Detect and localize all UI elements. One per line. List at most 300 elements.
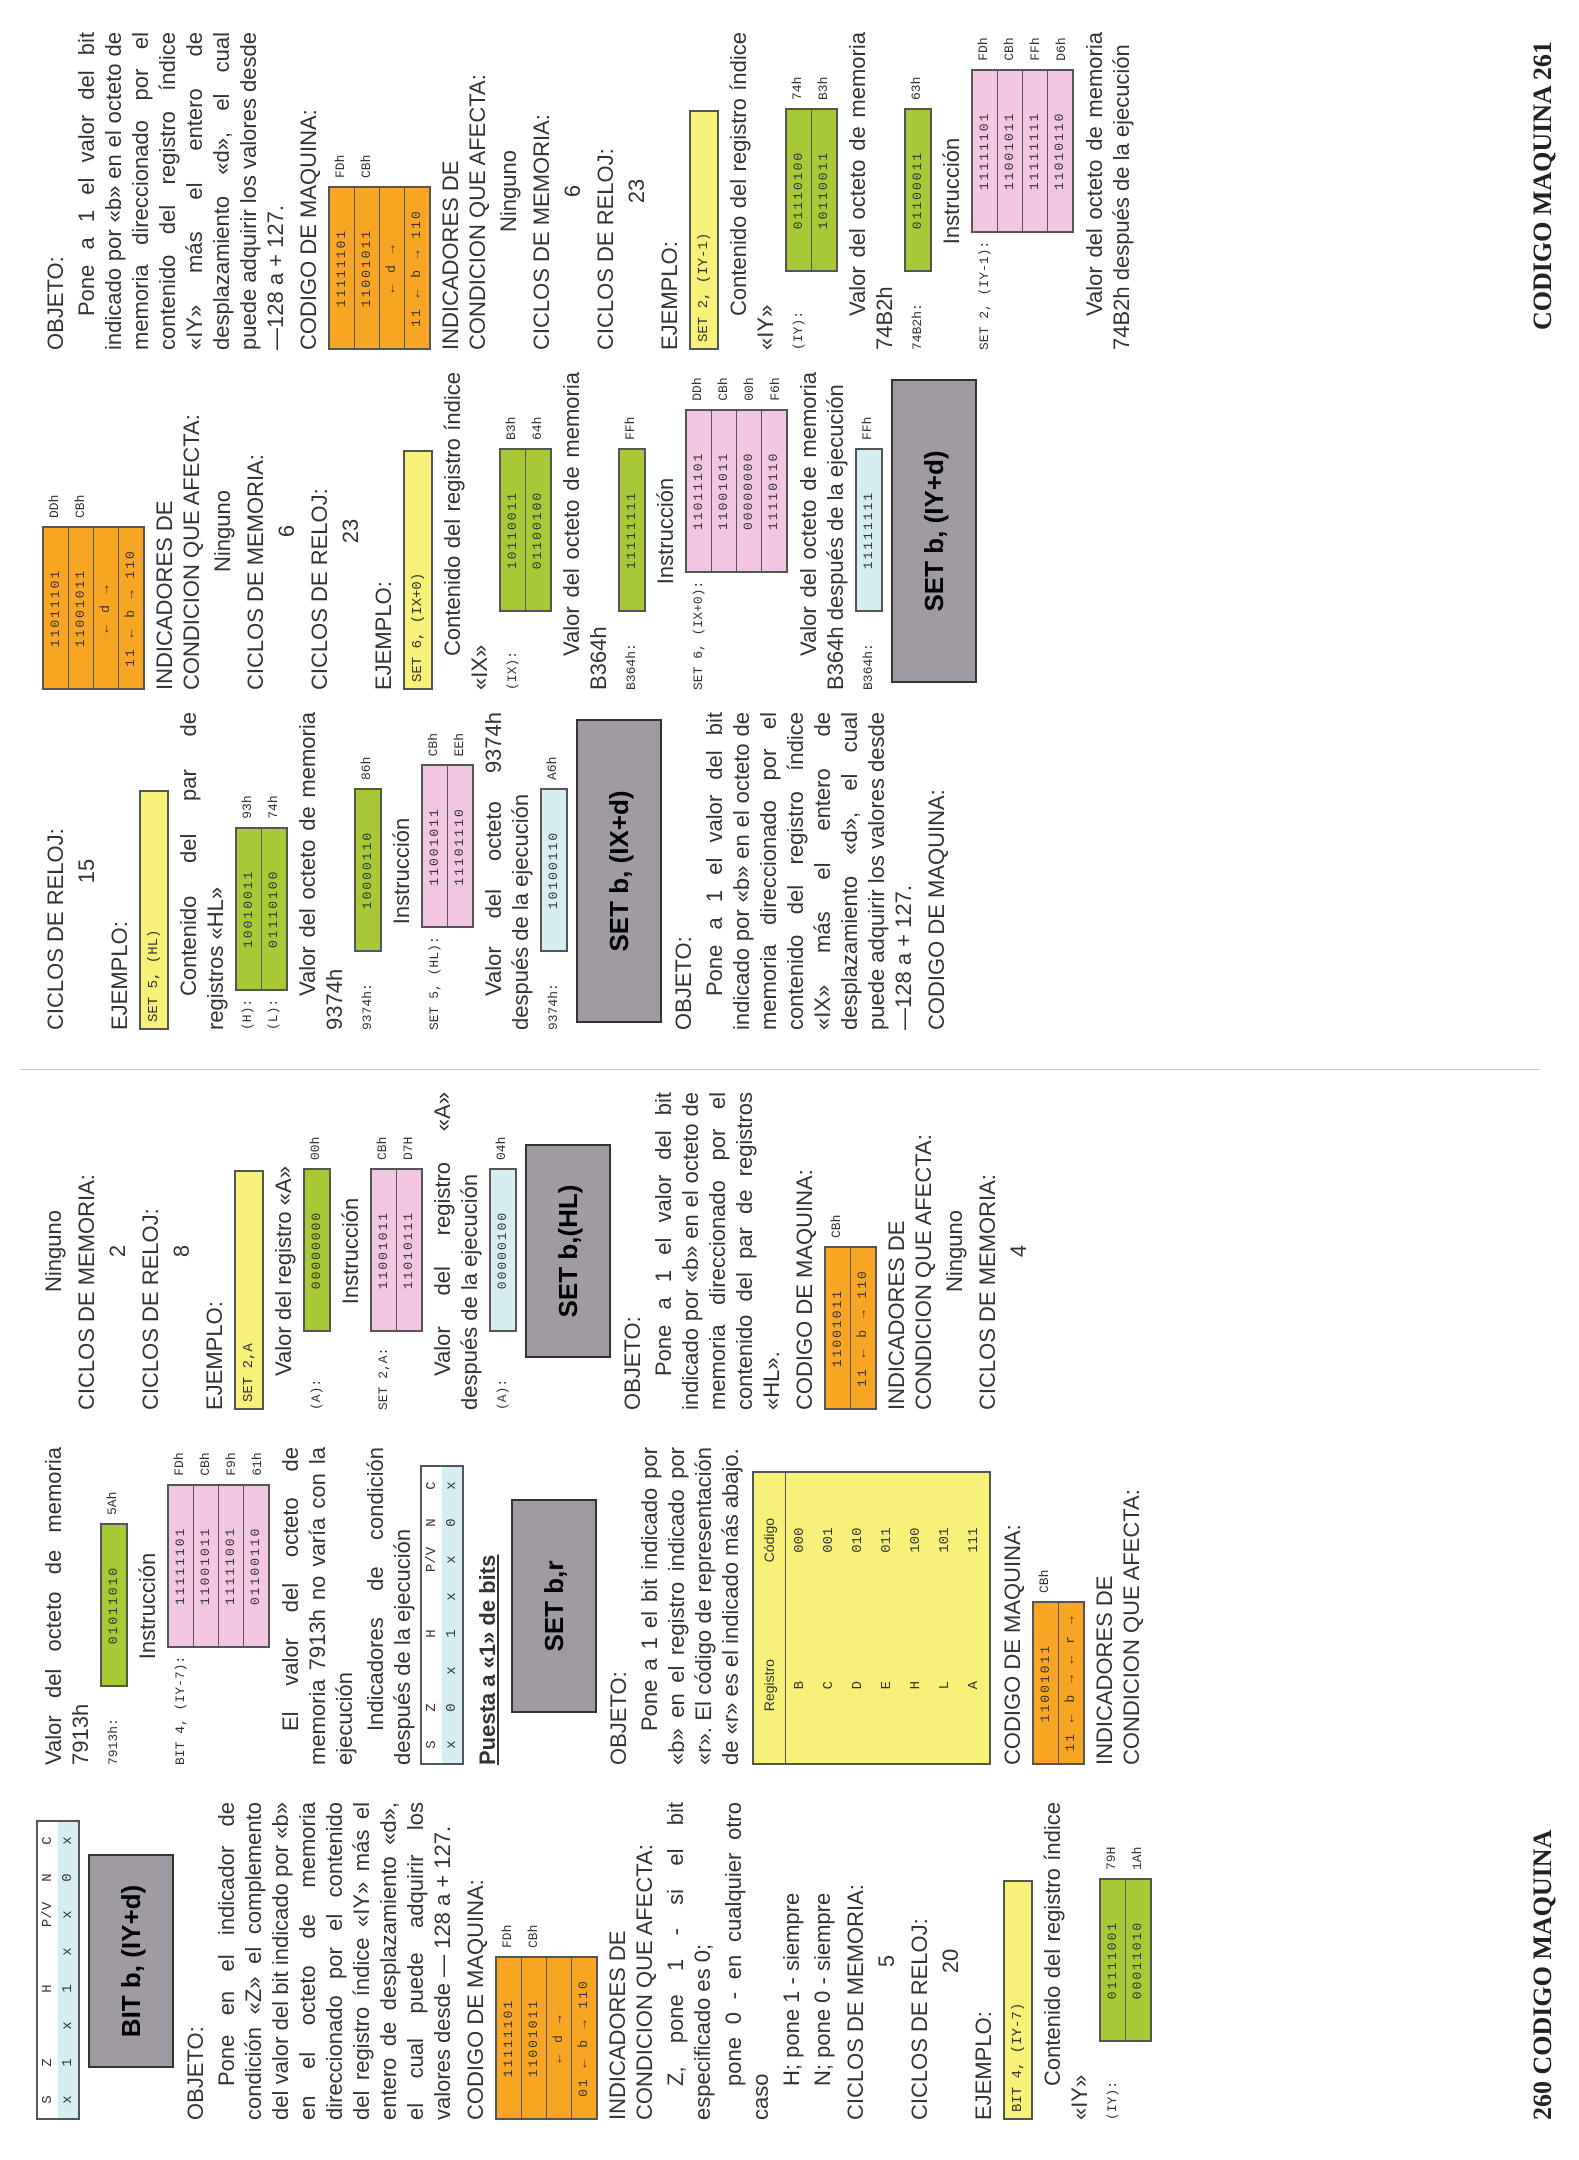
ciclos-memoria-label: CICLOS DE MEMORIA:	[243, 454, 268, 690]
table-row	[960, 1473, 989, 1763]
memory-block	[855, 372, 883, 690]
ciclos-memoria-value: 5	[874, 1954, 899, 1968]
valor-text: Valor del octeto de memoria 9374h	[295, 712, 347, 1030]
hex-value: FFh	[1028, 37, 1043, 61]
hex-values	[100, 1492, 126, 1515]
hex-values	[540, 757, 566, 780]
code-row: 11111101	[497, 1958, 522, 2118]
objeto-label: OBJETO:	[606, 1671, 631, 1765]
machine-code-box	[824, 1246, 877, 1410]
ciclos-memoria-label: CICLOS DE MEMORIA:	[529, 114, 554, 350]
flag-value: 0	[60, 1873, 76, 1882]
code-row: 11 ← b → ← r →	[1063, 1614, 1078, 1752]
register-block	[1099, 1802, 1152, 2120]
column-2	[36, 1447, 1145, 1765]
code-row: 01011010	[106, 1565, 121, 1645]
ciclos-memoria-label: CICLOS DE MEMORIA:	[74, 1174, 99, 1410]
hex-values	[1099, 1847, 1151, 1870]
code-row: 01100100	[530, 490, 545, 570]
hex-value: F6h	[768, 377, 783, 401]
hex-value: CBh	[198, 1452, 213, 1476]
code-row: 11001011	[1034, 1603, 1059, 1763]
valor-text: Valor del octeto de memoria B364h	[559, 372, 611, 690]
code-row: 11101110	[452, 807, 467, 886]
ciclos-memoria-value: 2	[105, 1244, 130, 1258]
table-cell: B	[792, 1680, 808, 1690]
table-cell: A	[966, 1680, 982, 1690]
code-row: 01100011	[910, 150, 925, 230]
indicadores-label: INDICADORES DE CONDICION QUE AFECTA:	[438, 74, 490, 350]
hex-value: CBh	[829, 1214, 844, 1238]
ciclos-reloj-label: CICLOS DE RELOJ:	[593, 148, 618, 350]
valor-despues-text: Valor del octeto de memoria 74B2h después de la ejecución	[1082, 32, 1134, 350]
ninguno-text: Ninguno	[41, 1210, 66, 1292]
code-row: 11111111	[861, 490, 876, 570]
flag-header	[422, 1652, 442, 1689]
table-row	[931, 1473, 960, 1763]
ninguno-text: Ninguno	[496, 150, 521, 232]
hex-value: B3h	[816, 76, 831, 100]
section-heading: Puesta a «1» de bits	[475, 1554, 500, 1765]
flag-header: N	[422, 1504, 442, 1541]
flag-header	[38, 2007, 58, 2044]
memory-box	[354, 788, 382, 952]
machine-code-box	[1032, 1601, 1085, 1765]
table-cell: 111	[966, 1527, 982, 1553]
memory-box	[855, 448, 883, 612]
code-row: 11001011	[69, 528, 94, 688]
flag-header: S	[422, 1726, 442, 1763]
table-row	[844, 1473, 873, 1763]
flag-header: S	[38, 2081, 58, 2118]
hex-values	[235, 795, 287, 818]
hex-value: 5Ah	[105, 1491, 120, 1515]
code-row: 11111111	[1023, 71, 1048, 231]
machine-code-box	[495, 1956, 598, 2120]
hex-values	[618, 417, 644, 440]
flag-value: 1	[60, 1984, 76, 1993]
code-row: 11001011	[372, 1170, 397, 1330]
register-box	[499, 448, 552, 612]
table-row	[815, 1473, 844, 1763]
code-row: 11010110	[1052, 111, 1067, 190]
register-block	[499, 372, 552, 690]
flag-value: 0	[444, 1703, 460, 1712]
hex-value: FDh	[172, 1452, 187, 1476]
instruction-title: SET b, (IY+d)	[891, 379, 977, 683]
register-name: SET 6, (IX+0):	[691, 580, 706, 690]
table-header: Registro	[754, 1607, 786, 1763]
code-row: ← d →	[547, 1958, 572, 2118]
hex-value: CBh	[359, 154, 374, 178]
hex-value: 61h	[250, 1452, 265, 1476]
ejemplo-label: EJEMPLO:	[107, 921, 132, 1030]
code-row: 01 ← b → 110	[576, 1979, 591, 2097]
objeto-text: Pone a 1 el valor del bit indicado por «b» en el octeto de memoria direccionado por el contenido del registro índice «IX» más el entero de desplazamiento «d», el cual puede adquirir los valores desde —128 a + 127.	[702, 712, 916, 1030]
register-code-table	[752, 1471, 991, 1765]
flag-value: x	[444, 1481, 460, 1490]
ejemplo-label: EJEMPLO:	[971, 2011, 996, 2120]
table-cell: H	[908, 1680, 924, 1690]
flag-header	[422, 1578, 442, 1615]
machine-code-block	[495, 1802, 598, 2120]
code-row: 11 ← b → 110	[855, 1269, 870, 1387]
flag-value: x	[444, 1666, 460, 1675]
instruction-title: SET b, (IX+d)	[576, 719, 662, 1023]
hex-values	[499, 417, 551, 440]
code-row: 11111001	[219, 1486, 244, 1646]
hex-values	[824, 1215, 850, 1238]
page-gutter	[20, 1069, 1540, 1070]
indicadores-label: INDICADORES DE CONDICION QUE AFECTA:	[605, 1844, 657, 2120]
hex-values	[167, 1452, 271, 1475]
code-row: 00000000	[737, 411, 762, 571]
ninguno-text: Ninguno	[942, 1210, 967, 1292]
example-box: SET 6, (IX+0)	[403, 450, 433, 690]
register-name: BIT 4, (IY-7):	[173, 1655, 188, 1765]
valor-text: Valor del octeto de memoria 7913h	[41, 1447, 93, 1765]
hex-value: CBh	[375, 1136, 390, 1160]
instruction-block	[421, 712, 474, 1030]
hex-values	[370, 1137, 422, 1160]
flag-value: 0	[444, 1518, 460, 1527]
flag-header: N	[38, 1859, 58, 1896]
register-name: 9374h:	[360, 983, 375, 1030]
contenido-text: Contenido del par de registros «HL»	[176, 712, 228, 1030]
hex-values	[785, 77, 837, 100]
indicadores-line: H; pone 1 - siempre	[779, 1892, 804, 2086]
hex-value: 64h	[530, 416, 545, 440]
code-row: 11001011	[522, 1958, 547, 2118]
hex-value: 00h	[742, 377, 757, 401]
flag-header: P/V	[422, 1541, 442, 1578]
hex-value: B3h	[504, 416, 519, 440]
register-name: 7913h:	[106, 1718, 121, 1765]
table-cell: 000	[792, 1527, 808, 1553]
column-4	[36, 712, 950, 1030]
valor-despues-text: Valor del octeto 9374h después de la ejecución	[481, 712, 533, 1030]
register-name: (H):	[240, 998, 255, 1030]
code-row: 11011101	[44, 528, 69, 688]
code-row: ← d →	[380, 188, 405, 348]
hex-value: CBh	[526, 1924, 541, 1948]
register-box	[489, 1168, 517, 1332]
register-name: B364h:	[624, 643, 639, 690]
register-name: (A):	[309, 1378, 324, 1410]
flags-table-after	[420, 1465, 464, 1765]
flag-header: Z	[422, 1689, 442, 1726]
hex-value: D7H	[401, 1136, 416, 1160]
hex-value: 86h	[359, 756, 374, 780]
machine-code-block	[42, 372, 145, 690]
indicadores-label: INDICADORES DE CONDICION QUE AFECTA:	[884, 1134, 936, 1410]
ciclos-memoria-label: CICLOS DE MEMORIA:	[843, 1884, 868, 2120]
ciclos-reloj-value: 23	[338, 518, 363, 544]
flag-value: x	[60, 2095, 76, 2104]
hex-value: 1Ah	[1130, 1846, 1145, 1870]
flag-value: x	[60, 1836, 76, 1845]
code-row: 11001011	[998, 71, 1023, 231]
code-row: 01111001	[1101, 1880, 1126, 2040]
valor-registro-text: Valor del registro «A»	[271, 1166, 296, 1376]
memory-block	[354, 712, 382, 1030]
code-row: 01100110	[248, 1526, 263, 1605]
memory-block	[100, 1447, 128, 1765]
indicadores-line: pone 0 - en cualquier otro caso	[721, 1802, 773, 2120]
code-row: 11111101	[330, 188, 355, 348]
memory-block	[904, 32, 932, 350]
memory-box	[540, 788, 568, 952]
objeto-label: OBJETO:	[183, 2026, 208, 2120]
register-box	[785, 108, 838, 272]
flag-header: C	[38, 1822, 58, 1859]
hex-value: DDh	[47, 494, 62, 518]
example-box: BIT 4, (IY-7)	[1003, 1880, 1033, 2120]
objeto-text: Pone en el indicador de condición «Z» el complemento del valor del bit indicado por «b» en el octeto de memoria direccionado por el contenido del registro índice «IY» más el entero de desplazamiento «d», el cual puede adquirir los valores desde — 128 a + 127.	[214, 1802, 455, 2120]
hex-value: FFh	[860, 416, 875, 440]
code-row: 10110011	[501, 450, 526, 610]
indicadores-despues-text: Indicadores de condición después de la ejecución	[363, 1447, 415, 1765]
code-row: 11111111	[624, 490, 639, 570]
memory-block	[540, 712, 568, 1030]
table-row	[873, 1473, 902, 1763]
contenido-text: Contenido del registro índice «IY»	[1040, 1802, 1092, 2120]
instruccion-label: Instrucción	[653, 477, 678, 585]
table-cell: 010	[850, 1527, 866, 1553]
hex-value: CBh	[73, 494, 88, 518]
register-name: (IY):	[1105, 2080, 1120, 2120]
column-3	[36, 1092, 1036, 1410]
hex-value: EEh	[452, 732, 467, 757]
indicadores-label: INDICADORES DE CONDICION QUE AFECTA:	[152, 414, 204, 690]
column-5	[36, 372, 985, 690]
register-name: SET 2,A:	[376, 1347, 391, 1410]
hex-value: FDh	[976, 37, 991, 61]
register-block	[303, 1092, 331, 1410]
codigo-label: CODIGO DE MAQUINA:	[792, 1169, 817, 1410]
flag-header: H	[422, 1615, 442, 1652]
machine-code-box	[42, 526, 145, 690]
register-box	[235, 827, 288, 991]
codigo-label: CODIGO DE MAQUINA:	[296, 109, 321, 350]
hex-value: 93h	[240, 795, 255, 819]
register-name: (IY):	[791, 310, 806, 350]
valor-despues-text: Valor del registro «A» después de la ejecución	[430, 1092, 482, 1410]
flags-table-before	[36, 1820, 80, 2120]
code-row: 11010111	[401, 1210, 416, 1290]
instruction-box	[971, 69, 1074, 233]
code-row: 11 ← b → 110	[409, 209, 424, 327]
code-row: ← d →	[94, 528, 119, 688]
hex-value: CBh	[1037, 1569, 1052, 1593]
flag-value: x	[444, 1555, 460, 1564]
table-row	[902, 1473, 931, 1763]
hex-value: 63h	[909, 76, 924, 100]
codigo-label: CODIGO DE MAQUINA:	[463, 1879, 488, 2120]
valor-despues-text: Valor del octeto de memoria B364h después de la ejecución	[796, 372, 848, 690]
hex-values	[685, 377, 789, 400]
machine-code-block	[1032, 1447, 1085, 1765]
instruction-title: SET b,r	[511, 1499, 597, 1713]
hex-value: 04h	[494, 1136, 509, 1160]
ciclos-reloj-value: 8	[169, 1244, 194, 1258]
code-row: 11 ← b → 110	[123, 549, 138, 667]
hex-values	[904, 77, 930, 100]
page-footer-left: 260 CODIGO MAQUINA	[1528, 1829, 1557, 2120]
contenido-text: Contenido del registro índice «IX»	[440, 372, 492, 690]
code-row: 11001011	[355, 188, 380, 348]
ciclos-memoria-value: 6	[560, 184, 585, 198]
register-name: SET 2, (IY-1):	[977, 240, 992, 350]
memory-box	[904, 108, 932, 272]
ciclos-reloj-value: 15	[74, 858, 99, 884]
ciclos-reloj-label: CICLOS DE RELOJ:	[907, 1918, 932, 2120]
hex-value: 00h	[308, 1136, 323, 1160]
instruction-title: SET b,(HL)	[525, 1144, 611, 1358]
instruction-box	[421, 764, 474, 928]
instruccion-label: Instrucción	[135, 1552, 160, 1660]
objeto-text: Pone a 1 el valor del bit indicado por «b» en el octeto de memoria direccionado por el contenido del par de registros «HL».	[651, 1092, 784, 1410]
ciclos-memoria-value: 6	[274, 524, 299, 538]
code-row: 00011010	[1130, 1920, 1145, 2000]
flag-value: x	[60, 1910, 76, 1919]
table-cell: D	[850, 1680, 866, 1690]
flag-header: H	[38, 1970, 58, 2007]
indicadores-label: INDICADORES DE CONDICION QUE AFECTA:	[1092, 1489, 1144, 1765]
instruction-block	[370, 1092, 423, 1410]
register-name: SET 5, (HL):	[427, 936, 442, 1030]
ejemplo-label: EJEMPLO:	[657, 241, 682, 350]
memory-box	[100, 1523, 128, 1687]
hex-values	[42, 495, 94, 518]
register-name: B364h:	[861, 643, 876, 690]
instruction-block	[971, 32, 1075, 350]
hex-values	[495, 1925, 547, 1948]
hex-value: DDh	[690, 377, 705, 401]
instruccion-label: Instrucción	[338, 1197, 363, 1305]
hex-values	[1032, 1570, 1058, 1593]
hex-value: FDh	[500, 1924, 515, 1948]
objeto-text: Pone a 1 el bit indicado por «b» en el registro indicado por «r». El código de representación de «r» es el indicado más abajo.	[637, 1447, 743, 1765]
example-box: SET 2,A	[234, 1170, 264, 1410]
column-6	[36, 32, 1139, 350]
register-block	[785, 32, 838, 350]
instruction-box	[685, 409, 788, 573]
table-cell: 011	[879, 1527, 895, 1553]
hex-value: CBh	[426, 732, 441, 757]
ciclos-reloj-label: CICLOS DE RELOJ:	[307, 488, 332, 690]
ejemplo-label: EJEMPLO:	[202, 1301, 227, 1410]
code-row: 01110100	[787, 110, 812, 270]
register-block	[489, 1092, 517, 1410]
ciclos-memoria-value: 4	[1006, 1244, 1031, 1258]
indicadores-line: Z, pone 1 - si el bit especificado es 0;	[663, 1802, 715, 2120]
instruction-title: BIT b, (IY+d)	[88, 1854, 174, 2068]
flag-value: x	[444, 1592, 460, 1601]
flag-value: 1	[444, 1629, 460, 1638]
table-header: Código	[754, 1473, 786, 1607]
hex-values	[489, 1137, 515, 1160]
hex-value: D6h	[1054, 37, 1069, 61]
code-row: 11111101	[169, 1486, 194, 1646]
codigo-label: CODIGO DE MAQUINA:	[1000, 1524, 1025, 1765]
code-row: 11011101	[687, 411, 712, 571]
machine-code-box	[328, 186, 431, 350]
register-name: (IX):	[505, 650, 520, 690]
ciclos-memoria-label: CICLOS DE MEMORIA:	[975, 1174, 1000, 1410]
instruccion-label: Instrucción	[939, 137, 964, 245]
machine-code-block	[328, 32, 431, 350]
code-row: 00000000	[309, 1210, 324, 1290]
flag-value: x	[444, 1740, 460, 1749]
hex-value: 79H	[1104, 1846, 1119, 1870]
hex-values	[855, 417, 881, 440]
code-row: 01110100	[266, 869, 281, 948]
code-row: 11110110	[766, 451, 781, 530]
memory-block	[618, 372, 646, 690]
table-cell: L	[937, 1680, 953, 1690]
indicadores-line: N; pone 0 - siempre	[810, 1892, 835, 2086]
column-1	[36, 1802, 1158, 2120]
page-footer-right: CODIGO MAQUINA 261	[1528, 41, 1557, 330]
ciclos-reloj-label: CICLOS DE RELOJ:	[138, 1208, 163, 1410]
register-block	[235, 712, 288, 1030]
contenido-text: Contenido del registro índice «IY»	[726, 32, 778, 350]
flag-header	[38, 1933, 58, 1970]
flag-header: Z	[38, 2044, 58, 2081]
code-row: 10000110	[360, 830, 375, 910]
valor-text: Valor del octeto de memoria 74B2h	[845, 32, 897, 350]
machine-code-block	[824, 1092, 877, 1410]
flag-value: 1	[60, 2058, 76, 2067]
code-row: 11001011	[423, 766, 448, 926]
table-cell: 100	[908, 1527, 924, 1553]
table-cell: C	[821, 1680, 837, 1690]
ciclos-reloj-value: 20	[938, 1948, 963, 1974]
instruction-box	[370, 1168, 423, 1332]
flag-header: P/V	[38, 1896, 58, 1933]
code-row: 11001011	[712, 411, 737, 571]
hex-value: FDh	[333, 154, 348, 178]
ciclos-reloj-label: CICLOS DE RELOJ:	[43, 828, 68, 1030]
hex-value: F9h	[224, 1452, 239, 1476]
objeto-label: OBJETO:	[620, 1316, 645, 1410]
flag-value: x	[60, 1947, 76, 1956]
code-row: 00000100	[495, 1210, 510, 1290]
register-name: (A):	[495, 1378, 510, 1410]
register-names	[235, 999, 287, 1030]
ninguno-text: Ninguno	[210, 490, 235, 572]
example-box: SET 2, (IY-1)	[689, 110, 719, 350]
instruction-block	[685, 372, 789, 690]
instruction-box	[167, 1484, 270, 1648]
hex-values	[421, 733, 473, 756]
instruction-block	[167, 1447, 271, 1765]
code-row: 10110011	[816, 150, 831, 230]
code-row: 11001011	[194, 1486, 219, 1646]
hex-values	[971, 37, 1075, 60]
ciclos-reloj-value: 23	[624, 178, 649, 204]
hex-value: CBh	[1002, 37, 1017, 61]
table-cell: E	[879, 1680, 895, 1690]
nota-text: El valor del octeto de memoria 7913h no varía con la ejecución	[278, 1447, 357, 1765]
hex-values	[354, 757, 380, 780]
flag-header: C	[422, 1467, 442, 1504]
hex-value: 74h	[266, 795, 281, 819]
flag-value: x	[60, 2021, 76, 2030]
objeto-label: OBJETO:	[43, 256, 68, 350]
code-row: 11001011	[826, 1248, 851, 1408]
